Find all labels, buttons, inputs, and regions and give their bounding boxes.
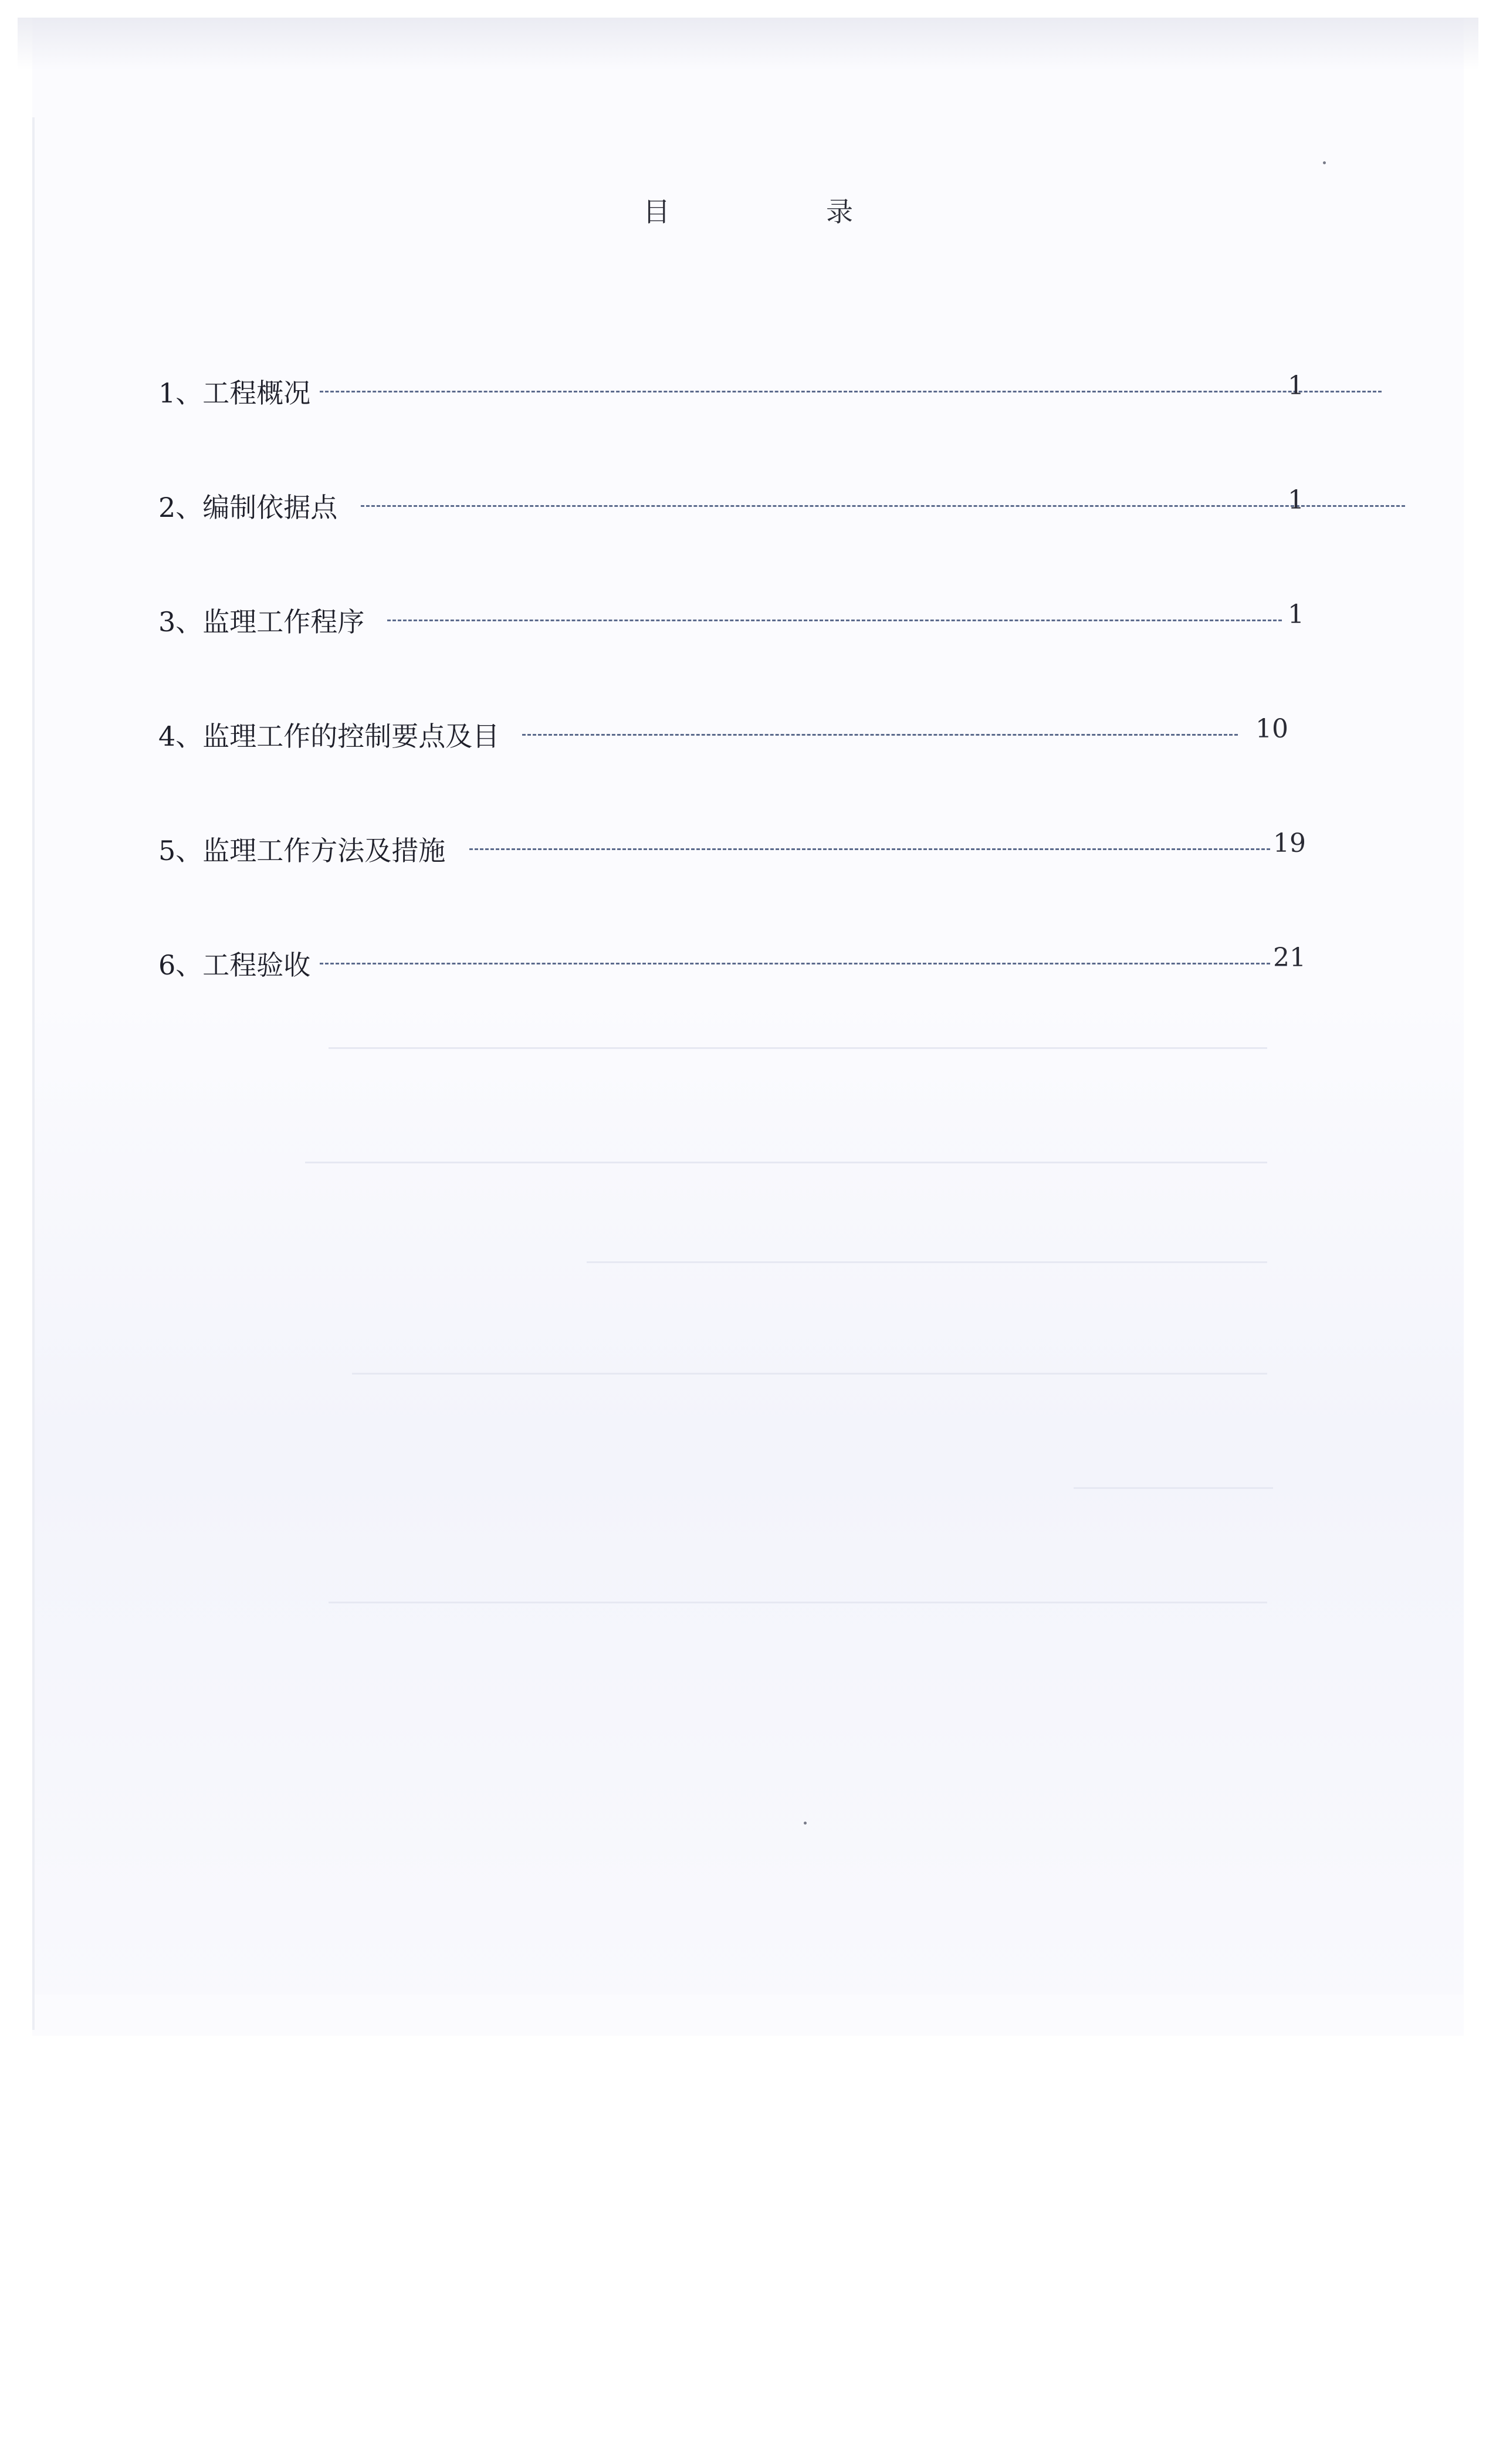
ghost-mark [329, 1047, 1267, 1049]
toc-page-number: 19 [1273, 828, 1306, 858]
toc-leader-dots [320, 391, 1382, 392]
toc-entry[interactable] [158, 487, 1308, 528]
toc-leader-dots [522, 734, 1238, 736]
toc-entry-label: 2、编制依据点 [158, 492, 338, 523]
toc-leader-dots [469, 848, 1270, 850]
toc-entry[interactable] [158, 830, 1308, 871]
ghost-mark [352, 1373, 1267, 1375]
toc-entry[interactable] [158, 716, 1308, 757]
toc-page-number: 21 [1273, 943, 1306, 973]
ghost-mark [305, 1162, 1267, 1163]
toc-entry[interactable] [158, 945, 1308, 986]
toc-page-number: 1 [1288, 485, 1304, 515]
toc-entry[interactable] [158, 601, 1308, 642]
ghost-mark [329, 1602, 1267, 1603]
page-edge [32, 117, 35, 2030]
toc-page-number: 10 [1255, 714, 1288, 744]
toc-leader-dots [361, 505, 1405, 507]
toc-entry-label: 6、工程验收 [158, 949, 311, 981]
dust-speck [1323, 161, 1326, 164]
dust-speck [804, 1822, 807, 1825]
scan-shadow [18, 18, 1478, 70]
toc-leader-dots [387, 620, 1282, 621]
ghost-mark [1074, 1487, 1273, 1489]
toc-entry-label: 1、工程概况 [158, 377, 311, 409]
toc-leader-dots [320, 963, 1270, 964]
toc-entry-label: 5、监理工作方法及措施 [158, 835, 446, 867]
toc-page-number: 1 [1288, 371, 1304, 401]
toc-entry-label: 3、监理工作程序 [158, 606, 365, 638]
toc-page-number: 1 [1288, 600, 1304, 629]
page-title: 目 录 [643, 196, 918, 228]
ghost-mark [587, 1261, 1267, 1263]
bleed-through-haze [32, 997, 1464, 1995]
toc-entry-label: 4、监理工作的控制要点及目 [158, 720, 500, 752]
toc-entry[interactable] [158, 373, 1308, 414]
